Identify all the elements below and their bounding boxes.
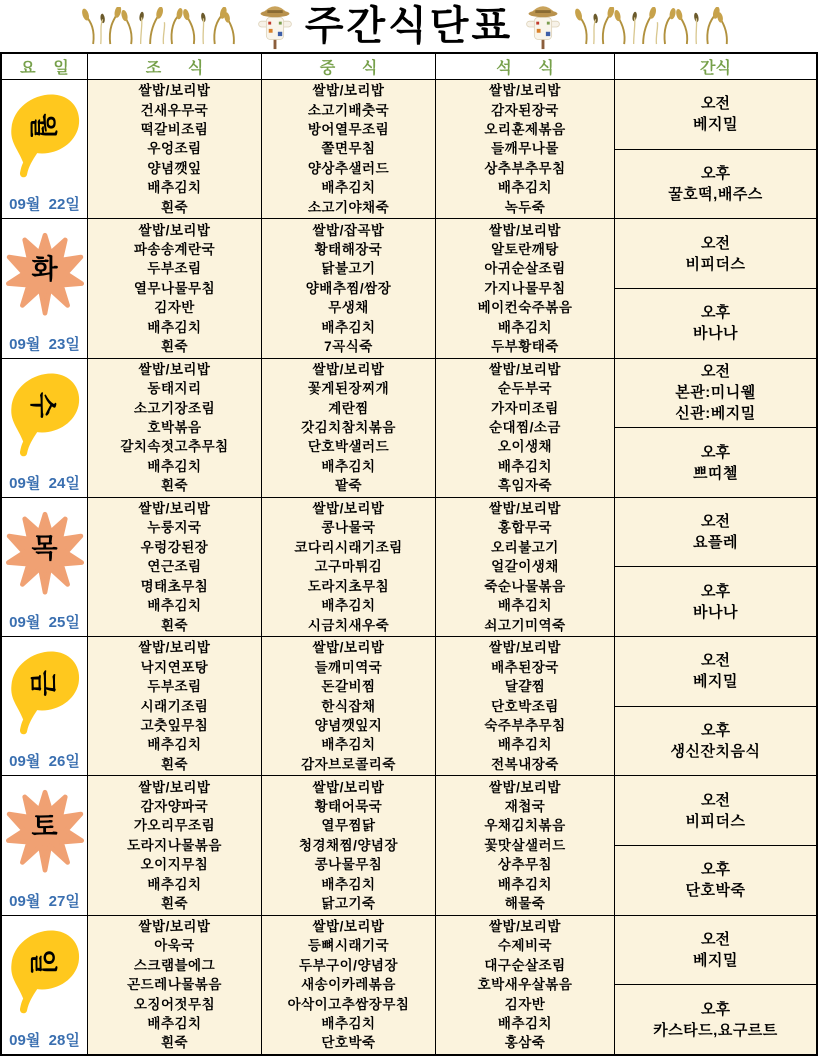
menu-item: 오리훈제볶음 bbox=[484, 122, 566, 138]
menu-item: 배추김치 bbox=[321, 598, 376, 614]
snack-cell bbox=[615, 80, 816, 218]
column-header-dinner: 석 식 bbox=[436, 54, 615, 79]
menu-item: 전복내장죽 bbox=[491, 756, 559, 772]
breakfast-cell bbox=[88, 359, 262, 497]
menu-item: 본관:미니웰 bbox=[675, 384, 756, 402]
dinner-cell bbox=[436, 916, 615, 1054]
menu-item: 쇠고기미역죽 bbox=[484, 617, 566, 633]
day-name: 목 bbox=[31, 533, 58, 564]
menu-item: 감자브로콜리죽 bbox=[301, 756, 396, 772]
menu-item: 쌀밥/보리밥 bbox=[138, 501, 211, 517]
menu-item: 가오리무조림 bbox=[133, 818, 216, 834]
menu-item: 콩나물무침 bbox=[314, 857, 383, 873]
snack-am bbox=[615, 637, 816, 707]
menu-item: 배추김치 bbox=[497, 458, 553, 474]
menu-item: 시래기조림 bbox=[140, 698, 209, 714]
snack-cell bbox=[615, 498, 816, 636]
snack-pm-items bbox=[686, 880, 746, 901]
breakfast-cell bbox=[88, 637, 262, 775]
column-header-lunch: 중 식 bbox=[262, 54, 436, 79]
snack-pm bbox=[615, 567, 816, 636]
date-label: 09월 23일 bbox=[9, 335, 80, 353]
snack-am-label: 오전 bbox=[701, 234, 730, 252]
snack-am-label: 오전 bbox=[701, 931, 730, 948]
snack-am bbox=[615, 498, 816, 568]
menu-item: 갓김치참치볶음 bbox=[301, 420, 396, 435]
dinner-cell bbox=[436, 498, 615, 636]
snack-am-label: 오전 bbox=[701, 652, 730, 670]
menu-item: 쌀밥/보리밥 bbox=[312, 361, 385, 377]
menu-item: 쌀밥/보리밥 bbox=[489, 640, 561, 656]
menu-item: 새송이카레볶음 bbox=[301, 977, 396, 993]
menu-item: 꿀호떡,배주스 bbox=[668, 185, 763, 203]
scarecrow-icon bbox=[255, 1, 295, 51]
dinner-cell bbox=[436, 359, 615, 497]
menu-item: 오이지무침 bbox=[140, 857, 209, 873]
menu-item: 감자된장국 bbox=[491, 102, 559, 118]
menu-item: 배추김치 bbox=[147, 180, 202, 196]
menu-item: 단호박죽 bbox=[685, 882, 746, 900]
menu-item: 소고기장조림 bbox=[133, 400, 216, 416]
menu-item: 순대찜/소금 bbox=[489, 420, 561, 435]
menu-item: 닭고기죽 bbox=[321, 896, 376, 912]
menu-item: 쌀밥/잡곡밥 bbox=[312, 222, 385, 238]
snack-am bbox=[615, 80, 816, 150]
menu-item: 스크램블에그 bbox=[133, 957, 216, 973]
menu-item: 코다리시래기조림 bbox=[294, 539, 403, 555]
wheat-grass-icon bbox=[80, 7, 245, 45]
lunch-cell bbox=[262, 359, 436, 497]
page-title: 주간식단표 bbox=[304, 4, 514, 48]
menu-item: 두부황태죽 bbox=[491, 338, 559, 354]
date-label: 09월 24일 bbox=[9, 474, 80, 492]
day-name: 일 bbox=[27, 948, 57, 975]
snack-am bbox=[615, 776, 816, 846]
menu-item: 흰죽 bbox=[160, 478, 189, 494]
menu-item: 두부조림 bbox=[147, 679, 202, 695]
menu-item: 숙주부추무침 bbox=[484, 717, 566, 733]
menu-item: 돈갈비찜 bbox=[321, 679, 376, 695]
menu-item: 꽃게된장찌개 bbox=[307, 381, 390, 397]
snack-cell bbox=[615, 359, 816, 497]
lunch-cell bbox=[262, 637, 436, 775]
breakfast-cell bbox=[88, 498, 262, 636]
dinner-cell bbox=[436, 637, 615, 775]
menu-item: 오이생채 bbox=[497, 439, 553, 455]
snack-pm-label: 오후 bbox=[701, 304, 730, 322]
menu-item: 얼갈이생채 bbox=[491, 559, 559, 575]
dinner-cell bbox=[436, 776, 615, 914]
day-cell bbox=[2, 498, 88, 636]
menu-item: 오징어젓무침 bbox=[133, 996, 216, 1012]
menu-item: 오리불고기 bbox=[491, 539, 559, 555]
snack-cell bbox=[615, 219, 816, 357]
menu-item: 열무나물무침 bbox=[133, 280, 216, 296]
menu-item: 명태초무침 bbox=[140, 578, 209, 594]
snack-pm-label: 오후 bbox=[701, 722, 730, 740]
menu-item: 배추김치 bbox=[497, 180, 553, 196]
day-name: 월 bbox=[27, 112, 57, 140]
column-header-breakfast: 조 식 bbox=[88, 54, 262, 79]
menu-item: 고춧잎무침 bbox=[140, 717, 209, 733]
menu-item: 쌀밥/보리밥 bbox=[489, 222, 561, 238]
menu-item: 쌀밥/보리밥 bbox=[138, 779, 211, 795]
menu-item: 베지밀 bbox=[693, 116, 738, 134]
snack-am bbox=[615, 219, 816, 289]
snack-am-label: 오전 bbox=[701, 791, 730, 809]
snack-pm-label: 오후 bbox=[701, 1000, 730, 1018]
day-row-tuesday bbox=[2, 219, 816, 358]
menu-item: 배추김치 bbox=[147, 876, 202, 892]
snack-pm-items bbox=[671, 741, 761, 762]
menu-item: 배추김치 bbox=[497, 319, 553, 335]
menu-item: 아욱국 bbox=[154, 938, 195, 954]
menu-item: 죽순나물볶음 bbox=[484, 578, 566, 594]
menu-item: 신관:베지밀 bbox=[675, 405, 756, 423]
menu-item: 흰죽 bbox=[160, 617, 189, 633]
menu-item: 달걀찜 bbox=[504, 679, 546, 695]
menu-item: 배추김치 bbox=[321, 737, 376, 753]
maple-leaf-icon bbox=[6, 782, 84, 882]
snack-pm bbox=[615, 150, 816, 219]
menu-item: 수제비국 bbox=[497, 938, 553, 954]
menu-item: 고구마튀김 bbox=[314, 559, 383, 575]
menu-item: 녹두죽 bbox=[504, 199, 546, 215]
menu-item: 배추김치 bbox=[321, 1015, 376, 1031]
snack-am-items bbox=[686, 811, 746, 832]
breakfast-cell bbox=[88, 219, 262, 357]
menu-item: 양상추샐러드 bbox=[307, 160, 390, 176]
snack-pm-items bbox=[668, 184, 763, 205]
menu-item: 시금치새우죽 bbox=[307, 617, 390, 633]
date-label: 09월 25일 bbox=[9, 614, 80, 632]
menu-item: 베지밀 bbox=[693, 673, 738, 691]
menu-item: 쌀밥/보리밥 bbox=[489, 83, 561, 99]
menu-item: 두부구이/양념장 bbox=[298, 957, 399, 973]
ginkgo-leaf-icon bbox=[6, 643, 84, 743]
menu-item: 7곡식죽 bbox=[324, 338, 373, 354]
menu-item: 비피더스 bbox=[685, 255, 746, 273]
menu-item: 단호박샐러드 bbox=[307, 439, 390, 455]
snack-pm-items bbox=[693, 602, 738, 623]
menu-item: 배추김치 bbox=[147, 737, 202, 753]
snack-cell bbox=[615, 776, 816, 914]
date-label: 09월 22일 bbox=[9, 196, 80, 214]
menu-item: 흰죽 bbox=[160, 338, 189, 354]
menu-item: 가지나물무침 bbox=[484, 280, 566, 296]
day-row-wednesday bbox=[2, 359, 816, 498]
menu-item: 베지밀 bbox=[693, 952, 738, 969]
menu-item: 도라지초무침 bbox=[307, 578, 390, 594]
day-name: 수 bbox=[27, 391, 57, 418]
menu-item: 순두부국 bbox=[497, 381, 553, 397]
menu-item: 우채김치볶음 bbox=[484, 818, 566, 834]
menu-item: 누룽지국 bbox=[147, 520, 202, 536]
menu-item: 바나나 bbox=[693, 603, 738, 621]
snack-pm bbox=[615, 289, 816, 358]
menu-item: 호박새우살볶음 bbox=[477, 977, 573, 993]
menu-item: 단호박조림 bbox=[491, 698, 559, 714]
menu-item: 쌀밥/보리밥 bbox=[138, 918, 211, 934]
snack-pm bbox=[615, 985, 816, 1054]
snack-am-items bbox=[693, 671, 738, 692]
maple-leaf-icon bbox=[6, 504, 84, 604]
day-name: 토 bbox=[31, 811, 58, 842]
menu-item: 한식잡채 bbox=[321, 698, 376, 714]
menu-item: 동태지리 bbox=[147, 381, 202, 397]
menu-item: 소고기배춧국 bbox=[307, 102, 390, 118]
menu-item: 쌀밥/보리밥 bbox=[138, 640, 211, 656]
menu-item: 콩나물국 bbox=[321, 520, 376, 536]
menu-item: 도라지나물볶음 bbox=[127, 837, 222, 853]
day-name: 화 bbox=[31, 254, 58, 285]
snack-pm-label: 오후 bbox=[701, 443, 730, 461]
snack-am-items bbox=[693, 950, 738, 971]
menu-item: 아삭이고추쌈장무침 bbox=[287, 996, 410, 1012]
dinner-cell bbox=[436, 219, 615, 357]
column-header-snack: 간식 bbox=[615, 54, 816, 79]
day-row-thursday bbox=[2, 498, 816, 637]
lunch-cell bbox=[262, 776, 436, 914]
menu-item: 아귀순살조림 bbox=[484, 261, 566, 277]
day-name: 금 bbox=[27, 670, 57, 697]
menu-item: 황태어묵국 bbox=[314, 799, 383, 815]
menu-item: 상추부추무침 bbox=[484, 160, 566, 176]
snack-am-items bbox=[686, 254, 746, 275]
menu-item: 쌀밥/보리밥 bbox=[489, 779, 561, 795]
menu-item: 무생채 bbox=[328, 300, 369, 316]
menu-item: 우렁강된장 bbox=[140, 539, 209, 555]
menu-item: 쌀밥/보리밥 bbox=[312, 640, 385, 656]
menu-item: 배추김치 bbox=[497, 1015, 553, 1031]
menu-item: 배추김치 bbox=[497, 598, 553, 614]
menu-item: 생신잔치음식 bbox=[670, 743, 761, 761]
menu-item: 연근조림 bbox=[147, 559, 202, 575]
lunch-cell bbox=[262, 498, 436, 636]
menu-item: 떡갈비조림 bbox=[140, 122, 209, 138]
day-cell bbox=[2, 359, 88, 497]
menu-item: 쌀밥/보리밥 bbox=[312, 918, 385, 934]
snack-pm bbox=[615, 846, 816, 915]
menu-item: 배추김치 bbox=[147, 1015, 202, 1031]
menu-item: 카스타드,요구르트 bbox=[653, 1021, 778, 1039]
menu-item: 배추김치 bbox=[321, 458, 376, 474]
menu-item: 건새우무국 bbox=[140, 102, 209, 118]
ginkgo-leaf-icon bbox=[6, 86, 84, 186]
menu-item: 재첩국 bbox=[504, 799, 546, 815]
menu-item: 베이컨숙주볶음 bbox=[477, 300, 573, 316]
menu-item: 배추김치 bbox=[321, 876, 376, 892]
menu-item: 배추김치 bbox=[497, 737, 553, 753]
menu-item: 황태해장국 bbox=[314, 241, 383, 257]
lunch-cell bbox=[262, 916, 436, 1054]
breakfast-cell bbox=[88, 80, 262, 218]
menu-item: 두부조림 bbox=[147, 261, 202, 277]
menu-item: 배추김치 bbox=[321, 319, 376, 335]
menu-item: 양념깻잎 bbox=[147, 160, 202, 176]
snack-pm bbox=[615, 707, 816, 776]
scarecrow-icon bbox=[523, 1, 563, 51]
menu-item: 계란찜 bbox=[328, 400, 369, 416]
day-cell bbox=[2, 219, 88, 357]
snack-pm-items bbox=[693, 323, 738, 344]
menu-item: 쌀밥/보리밥 bbox=[312, 83, 385, 99]
day-row-friday bbox=[2, 637, 816, 776]
snack-pm-label: 오후 bbox=[701, 582, 730, 600]
menu-item: 배추김치 bbox=[147, 319, 202, 335]
menu-item: 비피더스 bbox=[685, 812, 746, 830]
snack-pm bbox=[615, 428, 816, 497]
date-label: 09월 26일 bbox=[9, 753, 80, 771]
breakfast-cell bbox=[88, 916, 262, 1054]
menu-item: 상추무침 bbox=[497, 857, 553, 873]
menu-item: 배추된장국 bbox=[491, 659, 559, 675]
menu-item: 파송송계란국 bbox=[133, 241, 216, 257]
snack-pm-label: 오후 bbox=[701, 861, 730, 879]
snack-am bbox=[615, 359, 816, 429]
breakfast-cell bbox=[88, 776, 262, 914]
snack-pm-label: 오후 bbox=[701, 164, 730, 182]
menu-table bbox=[0, 52, 818, 1056]
day-row-sunday bbox=[2, 916, 816, 1054]
menu-item: 쌀밥/보리밥 bbox=[138, 361, 211, 377]
menu-item: 흰죽 bbox=[160, 756, 189, 772]
snack-am-label: 오전 bbox=[701, 363, 730, 381]
menu-item: 흰죽 bbox=[160, 199, 189, 215]
menu-item: 쌀밥/보리밥 bbox=[312, 501, 385, 517]
menu-item: 팥죽 bbox=[334, 478, 363, 494]
menu-item: 김자반 bbox=[154, 300, 195, 316]
menu-item: 양념깻잎지 bbox=[314, 717, 383, 733]
menu-item: 감자양파국 bbox=[140, 799, 209, 815]
snack-am-label: 오전 bbox=[701, 95, 730, 113]
dinner-cell bbox=[436, 80, 615, 218]
menu-item: 알토란깨탕 bbox=[491, 241, 559, 257]
day-cell bbox=[2, 637, 88, 775]
day-cell bbox=[2, 776, 88, 914]
menu-item: 홍삼죽 bbox=[504, 1035, 546, 1051]
menu-item: 소고기야채죽 bbox=[307, 199, 390, 215]
date-label: 09월 28일 bbox=[9, 1031, 80, 1049]
menu-item: 쁘띠첼 bbox=[693, 464, 738, 482]
menu-item: 쌀밥/보리밥 bbox=[489, 501, 561, 517]
snack-am bbox=[615, 916, 816, 986]
menu-item: 방어열무조림 bbox=[307, 122, 390, 138]
menu-item: 꽃맛살샐러드 bbox=[484, 837, 566, 853]
ginkgo-leaf-icon bbox=[6, 922, 84, 1022]
menu-item: 우엉조림 bbox=[147, 141, 202, 157]
menu-item: 쌀밥/보리밥 bbox=[312, 779, 385, 795]
snack-pm-items bbox=[653, 1020, 778, 1041]
snack-cell bbox=[615, 916, 816, 1054]
menu-item: 낙지연포탕 bbox=[140, 659, 209, 675]
day-row-monday bbox=[2, 80, 816, 219]
menu-item: 대구순살조림 bbox=[484, 957, 566, 973]
snack-am-items bbox=[693, 114, 738, 135]
lunch-cell bbox=[262, 219, 436, 357]
snack-am-items bbox=[693, 532, 738, 553]
table-header-row bbox=[2, 54, 816, 80]
menu-item: 갈치속젓고추무침 bbox=[120, 439, 229, 455]
wheat-grass-icon bbox=[573, 7, 738, 45]
menu-item: 가자미조림 bbox=[491, 400, 559, 416]
day-cell bbox=[2, 80, 88, 218]
day-row-saturday bbox=[2, 776, 816, 915]
menu-item: 쌀밥/보리밥 bbox=[489, 361, 561, 377]
menu-item: 흑임자죽 bbox=[497, 478, 553, 494]
menu-item: 단호박죽 bbox=[321, 1035, 376, 1051]
column-header-day: 요 일 bbox=[2, 54, 88, 79]
menu-item: 곤드레나물볶음 bbox=[127, 977, 222, 993]
title-banner bbox=[0, 0, 818, 52]
snack-cell bbox=[615, 637, 816, 775]
menu-item: 닭불고기 bbox=[321, 261, 376, 277]
menu-item: 쌀밥/보리밥 bbox=[489, 918, 561, 934]
menu-item: 등뼈시래기국 bbox=[307, 938, 390, 954]
menu-item: 김자반 bbox=[504, 996, 546, 1012]
maple-leaf-icon bbox=[6, 225, 84, 325]
menu-item: 해물죽 bbox=[504, 896, 546, 912]
menu-item: 쫄면무침 bbox=[321, 141, 376, 157]
menu-item: 들깨미역국 bbox=[314, 659, 383, 675]
menu-item: 배추김치 bbox=[147, 458, 202, 474]
menu-item: 쌀밥/보리밥 bbox=[138, 83, 211, 99]
snack-am-items bbox=[675, 382, 755, 424]
menu-item: 홍합무국 bbox=[497, 520, 553, 536]
snack-am-label: 오전 bbox=[701, 513, 730, 531]
menu-item: 요플레 bbox=[693, 534, 738, 552]
menu-item: 배추김치 bbox=[147, 598, 202, 614]
menu-item: 흰죽 bbox=[160, 1035, 189, 1051]
menu-item: 흰죽 bbox=[160, 896, 189, 912]
menu-item: 배추김치 bbox=[321, 180, 376, 196]
menu-item: 바나나 bbox=[693, 325, 738, 343]
day-cell bbox=[2, 916, 88, 1054]
menu-item: 들깨무나물 bbox=[491, 141, 559, 157]
menu-item: 열무찜닭 bbox=[321, 818, 376, 834]
menu-item: 청경채찜/양념장 bbox=[298, 837, 399, 853]
snack-pm-items bbox=[693, 463, 738, 484]
menu-item: 쌀밥/보리밥 bbox=[138, 222, 211, 238]
menu-item: 호박볶음 bbox=[147, 420, 202, 435]
lunch-cell bbox=[262, 80, 436, 218]
date-label: 09월 27일 bbox=[9, 892, 80, 910]
menu-item: 배추김치 bbox=[497, 876, 553, 892]
ginkgo-leaf-icon bbox=[6, 365, 84, 465]
menu-item: 양배추찜/쌈장 bbox=[305, 280, 392, 296]
